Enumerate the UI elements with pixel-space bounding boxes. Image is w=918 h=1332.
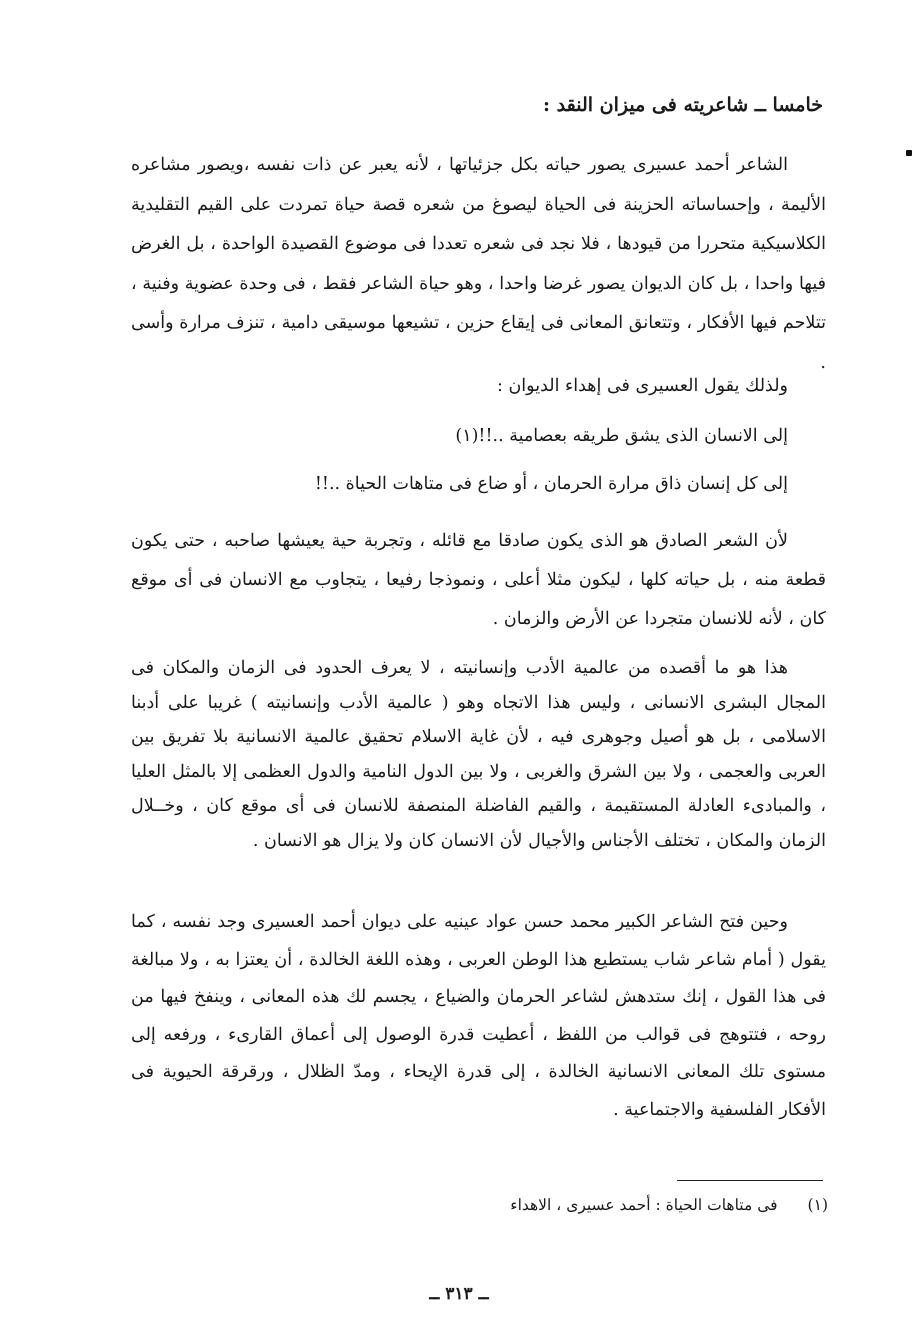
paragraph-1-text: الشاعر أحمد عسيرى يصور حياته بكل جزئياتها ، لأنه يعبر عن ذات نفسه ،ويصور مشاعره الأليمة ، وإحساساته الحزينة فى الحياة ليصوغ من شعره قصة حياة تمردت على القيم التقليدية الكلاسيكية متحررا من قيودها ، فلا نجد فى شعره تعددا فى موضوع القصيدة الواحدة ، بل الغرض فيها واحدا ، بل كان الديوان يصور غرضا واحدا ، وهو حياة الشاعر فقط ، فى وحدة عضوية وفنية ، تتلاحم فيها الأفكار ، وتتعانق المعانى فى إيقاع حزين ، تشيعها موسيقى دامية ، تنزف مرارة وأسى .: [131, 155, 826, 373]
footnote-divider: [677, 1180, 823, 1181]
paragraph-3-text: هذا هو ما أقصده من عالمية الأدب وإنسانيته ، لا يعرف الحدود فى الزمان والمكان فى المجال البشرى الانسانى ، وليس هذا الاتجاه وهو ( عالمية الأدب وإنسانيته ) غريبا على أدبنا الاسلامى ، بل هو أصيل وجوهرى فيه ، لأن غاية الاسلام تحقيق عالمية الانسانية بلا تفريق بين العربى والعجمى ، ولا بين الشرق والغربى ، ولا بين الدول النامية والدول العظمى إلا بالمثل العليا ، والمبادىء العادلة المستقيمة ، والقيم الفاضلة المنصفة للانسان فى أى موقع كان ، وخــلال الزمان والمكان ، تختلف الأجناس والأجيال لأن الانسان كان ولا يزال هو الانسان .: [131, 658, 826, 851]
paragraph-2-text: لأن الشعر الصادق هو الذى يكون صادقا مع قائله ، وتجربة حية يعيشها صاحبه ، حتى يكون قطعة منه ، بل حياته كلها ، ليكون مثلا أعلى ، ونموذجا رفيعا ، يتجاوب مع الانسان فى أى موقع كان ، لأنه للانسان متجردا عن الأرض والزمان .: [131, 531, 826, 629]
scan-edge-mark: [906, 150, 912, 156]
section-heading: خامسا ــ شاعريته فى ميزان النقد :: [543, 94, 823, 116]
footnote: [328, 1190, 828, 1220]
paragraph-2: [131, 522, 826, 639]
footnote-number: (١): [807, 1196, 828, 1214]
quote-line-2: إلى كل إنسان ذاق مرارة الحرمان ، أو ضاع فى متاهات الحياة ..!!: [314, 474, 788, 494]
paragraph-3: [131, 651, 826, 858]
quote-line-1: إلى الانسان الذى يشق طريقه بعصامية ..!!(١): [455, 426, 788, 446]
paragraph-4-text: وحين فتح الشاعر الكبير محمد حسن عواد عينيه على ديوان أحمد العسيرى وجد نفسه ، كما يقول ( أمام شاعر شاب يستطيع هذا الوطن العربى ، وهذه اللغة الخالدة ، أن يعتزا به ، ولا مبالغة فى هذا القول ، إنك ستدهش لشاعر الحرمان والضياع ، يجسم لك هذه المعانى ، وينفخ فيها من روحه ، فتتوهج فى قوالب من اللفظ ، أعطيت قدرة الوصول إلى أعماق القارىء ، ورفعه إلى مستوى تلك المعانى الانسانية الخالدة ، إلى قدرة الإيحاء ، ومدّ الظلال ، ورقرقة الحيوية فى الأفكار الفلسفية والاجتماعية .: [131, 912, 826, 1120]
footnote-text: فى متاهات الحياة : أحمد عسيرى ، الاهداء: [510, 1196, 778, 1214]
page-number: ــ ٣١٣ ــ: [429, 1284, 489, 1304]
paragraph-4: [131, 904, 826, 1129]
paragraph-1: [131, 146, 826, 383]
quote-intro: ولذلك يقول العسيرى فى إهداء الديوان :: [496, 376, 788, 396]
